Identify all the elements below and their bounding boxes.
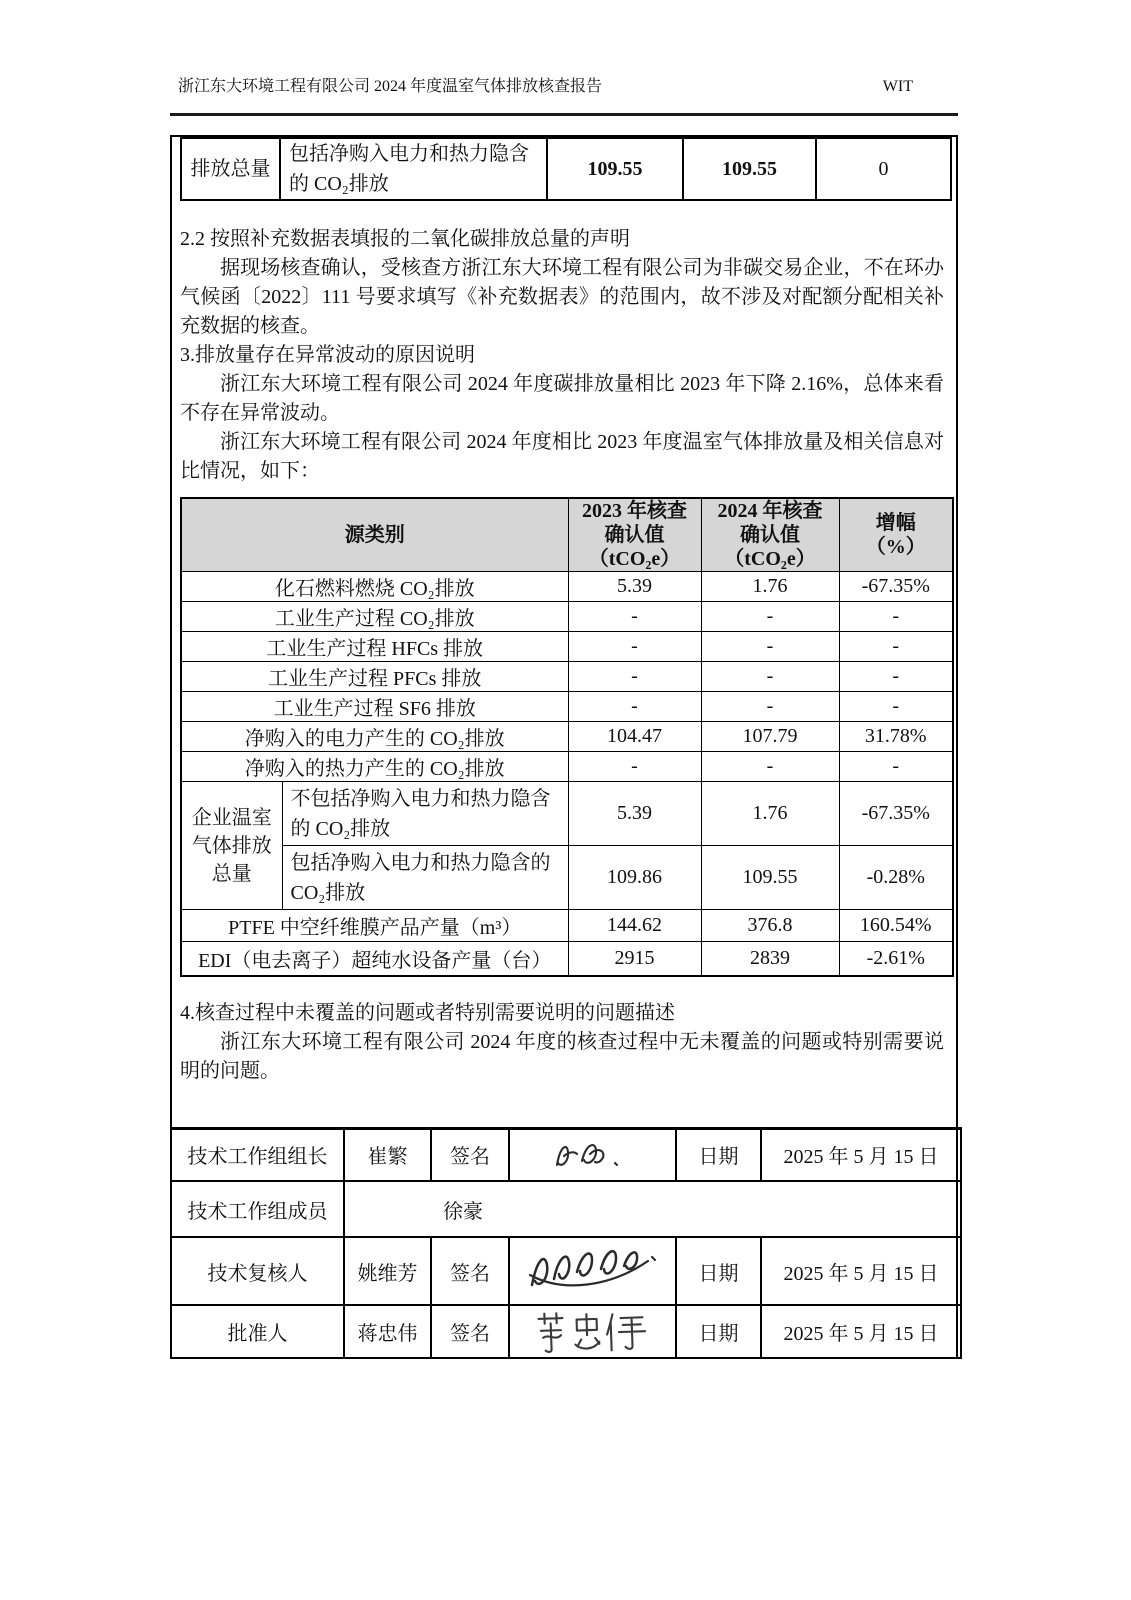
value-2023: 5.39 bbox=[568, 782, 701, 846]
value-change: 31.78% bbox=[839, 722, 953, 752]
section-4 bbox=[180, 999, 944, 1086]
date-label: 日期 bbox=[676, 1128, 761, 1181]
value-2023: 109.86 bbox=[568, 846, 701, 910]
value-2024: 109.55 bbox=[701, 846, 839, 910]
person-name: 蒋忠伟 bbox=[344, 1305, 431, 1358]
header-line: （%） bbox=[865, 536, 926, 558]
row-label: 净购入的热力产生的 CO₂排放 bbox=[181, 752, 568, 782]
value-change: -67.35% bbox=[839, 572, 953, 602]
row-label: EDI（电去离子）超纯水设备产量（台） bbox=[181, 942, 568, 976]
value-2024: - bbox=[701, 662, 839, 692]
doc-title: 浙江东大环境工程有限公司 2024 年度温室气体排放核查报告 bbox=[178, 78, 603, 95]
row-label: 工业生产过程 HFCs 排放 bbox=[181, 632, 568, 662]
table-row bbox=[181, 602, 953, 632]
table-row bbox=[181, 632, 953, 662]
header-line: 确认值 bbox=[740, 524, 800, 546]
emission-total-carryover-table bbox=[180, 137, 952, 201]
role-label: 技术工作组成员 bbox=[171, 1181, 344, 1237]
section-4-paragraph: 浙江东大环境工程有限公司 2024 年度的核查过程中无未覆盖的问题或特别需要说明的问题。 bbox=[180, 1030, 944, 1082]
value-2024: 107.79 bbox=[701, 722, 839, 752]
carryover-description-cell: 包括净购入电力和热力隐含的 CO₂排放 bbox=[280, 138, 547, 200]
table-row bbox=[171, 1305, 961, 1358]
value-2024: 1.76 bbox=[701, 782, 839, 846]
role-label: 技术工作组组长 bbox=[171, 1128, 344, 1181]
signature-scribble-icon bbox=[518, 1241, 668, 1301]
carryover-category-cell: 排放总量 bbox=[181, 138, 280, 200]
table-row bbox=[171, 1128, 961, 1181]
header-2023-confirmed bbox=[568, 498, 701, 572]
table-row bbox=[181, 752, 953, 782]
signature-scribble-icon bbox=[531, 1304, 655, 1358]
value-change: - bbox=[839, 752, 953, 782]
value-2023: - bbox=[568, 662, 701, 692]
table-row bbox=[181, 910, 953, 942]
signature-scribble-icon bbox=[541, 1134, 645, 1176]
date-label: 日期 bbox=[676, 1305, 761, 1358]
signature-table bbox=[170, 1127, 962, 1360]
value-2023: - bbox=[568, 632, 701, 662]
table-row bbox=[181, 572, 953, 602]
value-2023: - bbox=[568, 602, 701, 632]
handwritten-signature-yaoweifang bbox=[509, 1237, 676, 1305]
header-divider-rule bbox=[170, 113, 958, 116]
value-change: - bbox=[839, 632, 953, 662]
row-label: 包括净购入电力和热力隐含的 CO₂排放 bbox=[282, 846, 568, 910]
header-line: 确认值 bbox=[604, 524, 665, 546]
handwritten-signature-jiangzhongwei bbox=[509, 1305, 676, 1358]
row-label: 工业生产过程 CO₂排放 bbox=[181, 602, 568, 632]
member-names: 徐豪 bbox=[344, 1181, 961, 1237]
person-name: 姚维芳 bbox=[344, 1237, 431, 1305]
row-label: 不包括净购入电力和热力隐含的 CO₂排放 bbox=[282, 782, 568, 846]
header-line: （tCO₂e） bbox=[588, 548, 681, 570]
table-header-row bbox=[181, 498, 953, 572]
value-change: -67.35% bbox=[839, 782, 953, 846]
value-2024: 376.8 bbox=[701, 910, 839, 942]
value-2023: - bbox=[568, 692, 701, 722]
doc-header-mark: WIT bbox=[882, 78, 913, 95]
handwritten-signature-cuifan bbox=[509, 1128, 676, 1181]
value-2023: 104.47 bbox=[568, 722, 701, 752]
value-2024: 1.76 bbox=[701, 572, 839, 602]
value-2024: - bbox=[701, 752, 839, 782]
header-2024-confirmed bbox=[701, 498, 839, 572]
role-label: 技术复核人 bbox=[171, 1237, 344, 1305]
section-3-paragraph-1: 浙江东大环境工程有限公司 2024 年度碳排放量相比 2023 年下降 2.16%，总体来看不存在异常波动。 bbox=[180, 373, 944, 424]
year-comparison-table bbox=[180, 497, 954, 977]
carryover-value-cell: 0 bbox=[816, 138, 951, 200]
row-label: 净购入的电力产生的 CO₂排放 bbox=[181, 722, 568, 752]
section-4-heading: 4.核查过程中未覆盖的问题或者特别需要说明的问题描述 bbox=[180, 1001, 675, 1024]
table-row bbox=[181, 942, 953, 976]
row-label: PTFE 中空纤维膜产品产量（m³） bbox=[181, 910, 568, 942]
header-line: 2024 年核查 bbox=[717, 500, 823, 522]
value-2024: - bbox=[701, 692, 839, 722]
header-source-category: 源类别 bbox=[181, 498, 568, 572]
header-line: 2023 年核查 bbox=[582, 500, 687, 522]
value-change: -2.61% bbox=[839, 942, 953, 976]
date-value: 2025 年 5 月 15 日 bbox=[761, 1237, 961, 1305]
date-value: 2025 年 5 月 15 日 bbox=[761, 1128, 961, 1181]
table-row bbox=[171, 1237, 961, 1305]
value-2023: 2915 bbox=[568, 942, 701, 976]
table-row-grouped bbox=[181, 782, 953, 846]
value-2024: - bbox=[701, 602, 839, 632]
sign-label: 签名 bbox=[431, 1305, 509, 1358]
header-line: （tCO₂e） bbox=[724, 548, 816, 570]
content-frame bbox=[170, 135, 958, 1359]
table-row bbox=[181, 692, 953, 722]
value-change: - bbox=[839, 692, 953, 722]
person-name: 崔繁 bbox=[344, 1128, 431, 1181]
row-label: 化石燃料燃烧 CO₂排放 bbox=[181, 572, 568, 602]
section-3-paragraph-2: 浙江东大环境工程有限公司 2024 年度相比 2023 年度温室气体排放量及相关信息对比情况，如下： bbox=[180, 431, 944, 482]
date-value: 2025 年 5 月 15 日 bbox=[761, 1305, 961, 1358]
table-row-grouped bbox=[181, 846, 953, 910]
carryover-value-cell: 109.55 bbox=[547, 138, 683, 200]
value-change: - bbox=[839, 602, 953, 632]
value-change: -0.28% bbox=[839, 846, 953, 910]
table-row bbox=[181, 662, 953, 692]
row-label: 工业生产过程 SF6 排放 bbox=[181, 692, 568, 722]
header-line: 增幅 bbox=[875, 512, 916, 534]
sign-label: 签名 bbox=[431, 1237, 509, 1305]
value-2023: 5.39 bbox=[568, 572, 701, 602]
section-3-heading: 3.排放量存在异常波动的原因说明 bbox=[180, 344, 475, 366]
role-label: 批准人 bbox=[171, 1305, 344, 1358]
value-change: 160.54% bbox=[839, 910, 953, 942]
header-change-percent bbox=[839, 498, 953, 572]
sign-label: 签名 bbox=[431, 1128, 509, 1181]
section-2-2-paragraph: 据现场核查确认，受核查方浙江东大环境工程有限公司为非碳交易企业，不在环办气候函〔2022〕111 号要求填写《补充数据表》的范围内，故不涉及对配额分配相关补充数据的核查。 bbox=[180, 257, 944, 337]
section-2-2-and-3 bbox=[180, 225, 944, 486]
carryover-value-cell: 109.55 bbox=[683, 138, 816, 200]
table-row bbox=[181, 722, 953, 752]
table-row bbox=[171, 1181, 961, 1237]
value-2023: - bbox=[568, 752, 701, 782]
value-change: - bbox=[839, 662, 953, 692]
table-row bbox=[181, 138, 951, 200]
value-2024: 2839 bbox=[701, 942, 839, 976]
group-label-enterprise-total: 企业温室气体排放总量 bbox=[181, 782, 282, 910]
row-label: 工业生产过程 PFCs 排放 bbox=[181, 662, 568, 692]
document-header bbox=[178, 76, 935, 98]
section-2-2-heading: 2.2 按照补充数据表填报的二氧化碳排放总量的声明 bbox=[180, 228, 630, 250]
date-label: 日期 bbox=[676, 1237, 761, 1305]
value-2024: - bbox=[701, 632, 839, 662]
value-2023: 144.62 bbox=[568, 910, 701, 942]
